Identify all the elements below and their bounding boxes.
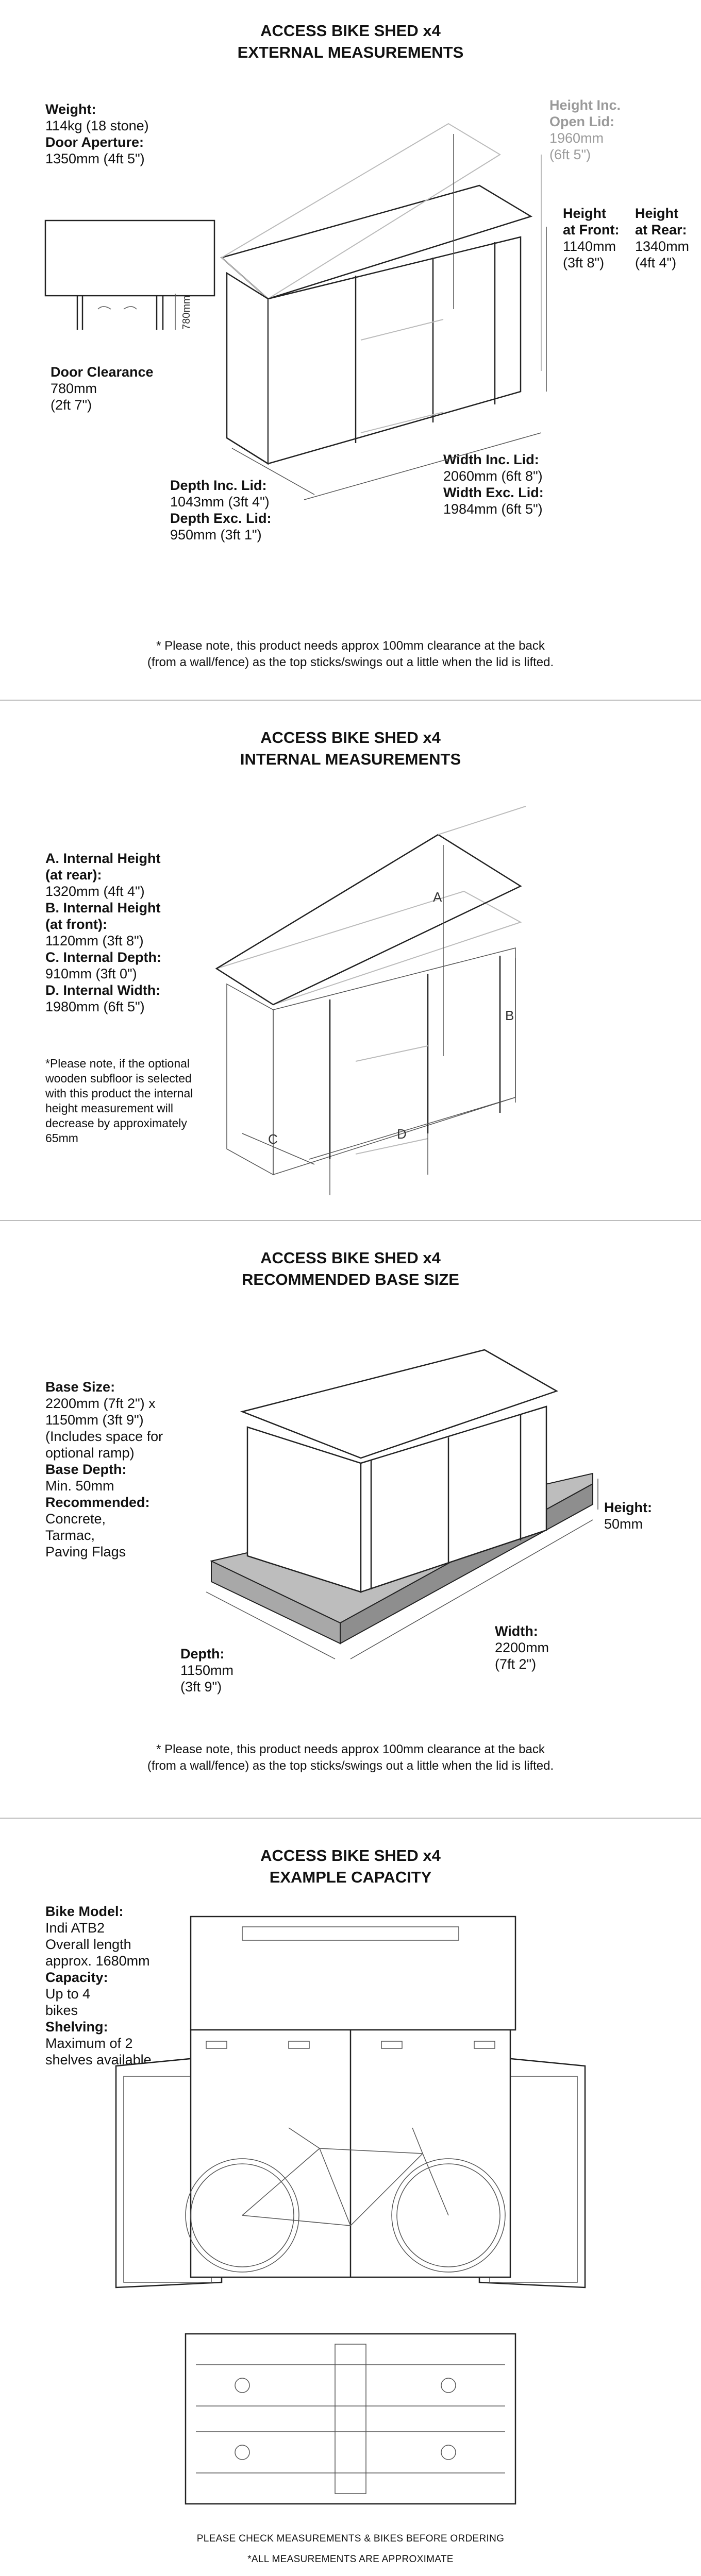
b-label-2: (at front): [45,917,107,932]
base-size-value-4: optional ramp) [45,1445,135,1461]
subfloor-note-line: height measurement will [45,1101,174,1115]
capacity-section [0,1819,701,2576]
base-depth-label: Base Depth: [45,1462,127,1477]
open-lid-label-1: Height Inc. [549,97,621,113]
recommended-3: Paving Flags [45,1544,126,1560]
clearance-label: Door Clearance [51,364,154,380]
base-title-line1: ACCESS BIKE SHED x4 [260,1249,441,1267]
base-size-section [0,1221,701,1819]
rear-value-1: 1340mm [635,239,690,254]
rear-value-2: (4ft 4") [635,255,677,270]
capacity-top-drawing [0,2329,701,2535]
b-label-1: B. Internal Height [45,900,161,916]
open-lid-value-1: 1960mm [549,130,604,146]
internal-shed-drawing [0,804,701,1216]
external-shed-body [222,124,546,500]
base-drawing [0,1303,701,1726]
internal-title-line1: ACCESS BIKE SHED x4 [260,728,441,747]
base-depth-dim-label: Depth: [180,1646,225,1662]
recommended-2: Tarmac, [45,1528,95,1543]
base-size-value-2: 1150mm (3ft 9") [45,1412,144,1428]
base-depth-dim-value-2: (3ft 9") [180,1679,222,1694]
base-height-value: 50mm [604,1516,643,1532]
base-width-value-1: 2200mm [495,1640,549,1655]
capacity-value-1: Up to 4 [45,1986,91,2002]
bike-model-label: Bike Model: [45,1904,124,1919]
clearance-dimension-label: 780mm [181,295,192,330]
external-measurements-section [0,0,701,701]
base-depth-dim-value-1: 1150mm [180,1663,234,1678]
external-note-line1: * Please note, this product needs approx 100mm clearance at the back [156,639,545,653]
width-inc-value: 2060mm (6ft 8") [443,468,543,484]
capacity-front-drawing [0,1906,701,2370]
subfloor-note-line: 65mm [45,1131,78,1145]
base-width-label: Width: [495,1623,538,1639]
open-lid-value-2: (6ft 5") [549,147,591,162]
c-value: 910mm (3ft 0") [45,966,137,981]
shelving-value-2: shelves available [45,2052,152,2067]
weight-value: 114kg (18 stone) [45,118,149,133]
footer-line1: PLEASE CHECK MEASUREMENTS & BIKES BEFORE ORDERING [196,2533,505,2544]
recommended-label: Recommended: [45,1495,150,1510]
base-size-label: Base Size: [45,1379,115,1395]
bike-model-value-2: Overall length [45,1937,131,1952]
base-depth-value: Min. 50mm [45,1478,114,1494]
subfloor-note-line: wooden subfloor is selected [45,1072,192,1085]
aperture-value: 1350mm (4ft 5") [45,151,145,166]
door-clearance-diagram [45,221,214,330]
aperture-label: Door Aperture: [45,134,144,150]
d-value: 1980mm (6ft 5") [45,999,145,1014]
bike-model-value-1: Indi ATB2 [45,1920,105,1936]
rear-label-1: Height [635,206,678,221]
width-exc-value: 1984mm (6ft 5") [443,501,543,517]
internal-measurements-section [0,701,701,1221]
c-label: C. Internal Depth: [45,950,162,965]
base-title-line2: RECOMMENDED BASE SIZE [242,1270,459,1289]
width-inc-label: Width Inc. Lid: [443,452,539,467]
width-exc-label: Width Exc. Lid: [443,485,544,500]
front-value-1: 1140mm [563,239,616,254]
marker-a: A [433,889,442,905]
clearance-value-1: 780mm [51,381,97,396]
d-label: D. Internal Width: [45,982,161,998]
capacity-value-2: bikes [45,2003,78,2018]
depth-exc-value: 950mm (3ft 1") [170,527,262,543]
a-value: 1320mm (4ft 4") [45,884,145,899]
base-note-line2: (from a wall/fence) as the top sticks/swings out a little when the lid is lifted. [147,1759,554,1773]
marker-d: D [397,1126,407,1142]
base-size-value-1: 2200mm (7ft 2") x [45,1396,156,1411]
depth-inc-label: Depth Inc. Lid: [170,478,267,493]
front-value-2: (3ft 8") [563,255,605,270]
external-title-line1: ACCESS BIKE SHED x4 [260,22,441,40]
a-label-2: (at rear): [45,867,102,883]
a-label-1: A. Internal Height [45,851,161,866]
shelving-label: Shelving: [45,2019,108,2035]
b-value: 1120mm (3ft 8") [45,933,144,948]
subfloor-note-line: decrease by approximately [45,1116,187,1130]
base-size-value-3: (Includes space for [45,1429,163,1444]
bike-model-value-3: approx. 1680mm [45,1953,150,1969]
recommended-1: Concrete, [45,1511,106,1527]
marker-c: C [268,1131,278,1147]
subfloor-note-line: *Please note, if the optional [45,1057,190,1070]
capacity-label: Capacity: [45,1970,108,1985]
internal-title-line2: INTERNAL MEASUREMENTS [240,750,461,768]
depth-inc-value: 1043mm (3ft 4") [170,494,270,510]
subfloor-note-line: with this product the internal [45,1087,193,1100]
external-shed-drawing [0,82,701,649]
marker-b: B [505,1008,514,1023]
clearance-value-2: (2ft 7") [51,397,92,413]
shelving-value-1: Maximum of 2 [45,2036,133,2051]
front-label-2: at Front: [563,222,620,238]
open-lid-label-2: Open Lid: [549,114,614,129]
weight-label: Weight: [45,101,96,117]
rear-label-2: at Rear: [635,222,687,238]
capacity-title-line1: ACCESS BIKE SHED x4 [260,1846,441,1865]
external-title-line2: EXTERNAL MEASUREMENTS [237,43,464,61]
front-label-1: Height [563,206,606,221]
base-height-label: Height: [604,1500,652,1515]
base-width-value-2: (7ft 2") [495,1656,537,1672]
depth-exc-label: Depth Exc. Lid: [170,511,272,526]
capacity-title-line2: EXAMPLE CAPACITY [269,1868,432,1886]
external-note-line2: (from a wall/fence) as the top sticks/swings out a little when the lid is lifted. [147,655,554,669]
footer-line2: *ALL MEASUREMENTS ARE APPROXIMATE [247,2554,454,2565]
base-note-line1: * Please note, this product needs approx 100mm clearance at the back [156,1742,545,1756]
